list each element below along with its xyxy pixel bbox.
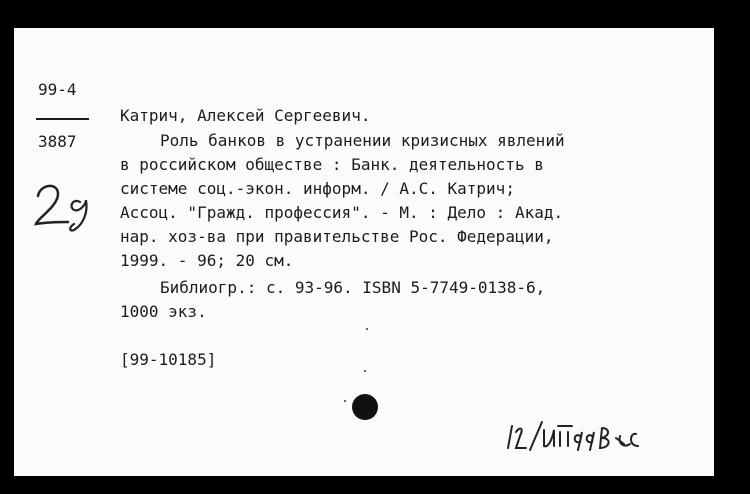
speck bbox=[344, 400, 346, 402]
call-number: 99-4 bbox=[38, 80, 77, 99]
notes-line-1: Библиогр.: с. 93-96. ISBN 5-7749-0138-6, bbox=[160, 278, 546, 297]
record-number: [99-10185] bbox=[120, 350, 217, 369]
catalog-card bbox=[14, 28, 714, 476]
title-line-4: Ассоц. "Гражд. профессия". - М. : Дело : Акад. bbox=[120, 203, 564, 222]
author-heading: Катрич, Алексей Сергеевич. bbox=[120, 106, 371, 125]
notes-line-2: 1000 экз. bbox=[120, 302, 207, 321]
title-line-2: в российском обществе : Банк. деятельность в bbox=[120, 155, 544, 174]
title-line-1: Роль банков в устранении кризисных явлений bbox=[160, 131, 565, 150]
punch-hole bbox=[352, 394, 378, 420]
title-line-5: нар. хоз-ва при правительстве Рос. Федерации, bbox=[120, 227, 554, 246]
divider-rule bbox=[36, 118, 89, 120]
speck bbox=[364, 370, 366, 372]
handwritten-left-mark bbox=[28, 178, 114, 236]
handwritten-bottom-note bbox=[502, 418, 662, 458]
title-line-6: 1999. - 96; 20 см. bbox=[120, 251, 294, 270]
inventory-number: 3887 bbox=[38, 132, 77, 151]
speck bbox=[366, 328, 368, 330]
title-line-3: системе соц.-экон. информ. / А.С. Катрич; bbox=[120, 179, 515, 198]
